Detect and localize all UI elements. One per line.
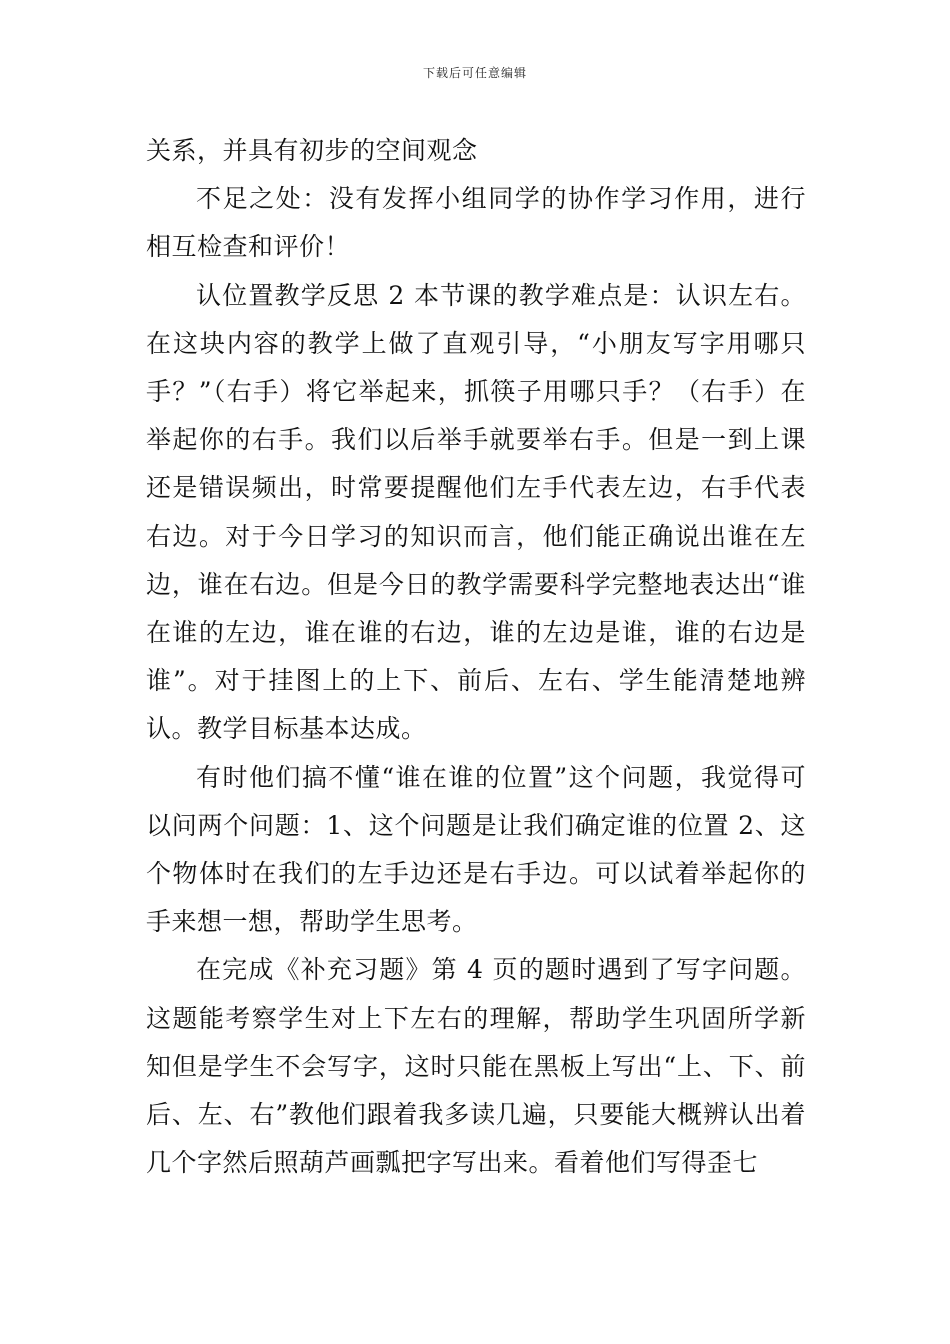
paragraph-1: 关系，并具有初步的空间观念 — [146, 136, 478, 165]
paragraph-4: 有时他们搞不懂“谁在谁的位置”这个问题，我觉得可以问两个问题：1、这个问题是让我们确定谁的位置 2、这个物体时在我们的左手边还是右手边。可以试着举起你的手来想一想，帮助学生思考。 — [146, 762, 806, 937]
paragraph-2: 不足之处：没有发挥小组同学的协作学习作用，进行相互检查和评价！ — [146, 184, 806, 262]
paragraph-5: 在完成《补充习题》第 4 页的题时遇到了写字问题。这题能考察学生对上下左右的理解，帮助学生巩固所学新知但是学生不会写字，这时只能在黑板上写出“上、下、前后、左、右”教他们跟着我多读几遍，只要能大概辨认出着几个字然后照葫芦画瓢把字写出来。看着他们写得歪七 — [146, 955, 806, 1178]
page-header: 下载后可任意编辑 — [422, 66, 527, 80]
paragraph-3: 认位置教学反思 2 本节课的教学难点是：认识左右。在这块内容的教学上做了直观引导，“小朋友写字用哪只手？”（右手）将它举起来，抓筷子用哪只手？（右手）在举起你的右手。我们以后举手就要举右手。但是一到上课还是错误频出，时常要提醒他们左手代表左边，右手代表右边。对于今日学习的知识而言，他们能正确说出谁在左边，谁在右边。但是今日的教学需要科学完整地表达出“谁在谁的左边，谁在谁的右边，谁的左边是谁，谁的右边是谁”。对于挂图上的上下、前后、左右、学生能清楚地辨认。教学目标基本达成。 — [146, 280, 806, 744]
document-body — [146, 127, 806, 1187]
